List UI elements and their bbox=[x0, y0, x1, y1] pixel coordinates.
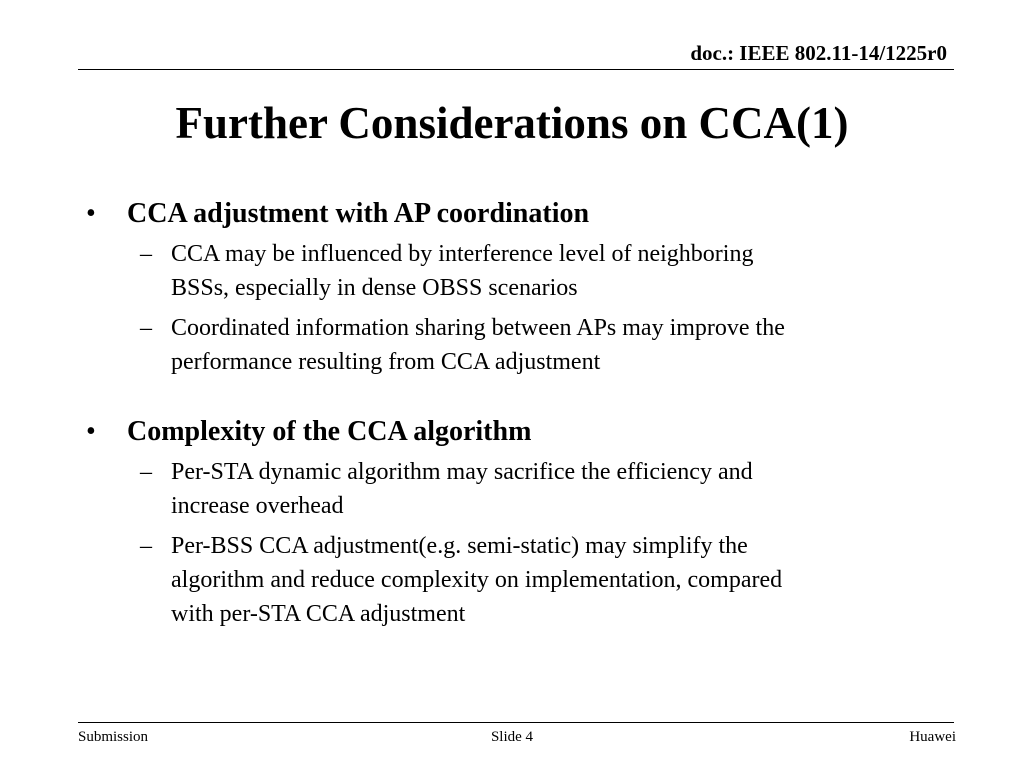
dash-icon: – bbox=[140, 459, 152, 485]
footer-slide-number: Slide 4 bbox=[490, 729, 534, 745]
bullet-section bbox=[86, 412, 936, 631]
sub-bullet bbox=[86, 529, 936, 631]
sub-bullet bbox=[86, 311, 936, 379]
dash-icon: – bbox=[140, 315, 152, 341]
slide-title: Further Considerations on CCA(1) bbox=[175, 98, 849, 148]
footer-organization: Huawei bbox=[909, 729, 956, 745]
bullet-icon: • bbox=[86, 416, 96, 447]
footer-submission: Submission bbox=[78, 729, 149, 745]
sub-bullet-line: algorithm and reduce complexity on implementation, compared bbox=[171, 567, 783, 593]
dash-icon: – bbox=[140, 533, 152, 559]
sub-bullet bbox=[86, 237, 936, 305]
sub-bullet-line: Coordinated information sharing between APs may improve the bbox=[171, 315, 785, 341]
sub-bullet-line: CCA may be influenced by interference level of neighboring bbox=[171, 241, 754, 267]
sub-bullet bbox=[86, 455, 936, 523]
sub-bullet-line: performance resulting from CCA adjustment bbox=[171, 349, 601, 375]
sub-bullet-list bbox=[86, 455, 936, 631]
bullet-heading-text: Complexity of the CCA algorithm bbox=[127, 416, 532, 447]
bullet-heading bbox=[86, 194, 936, 234]
sub-bullet-line: BSSs, especially in dense OBSS scenarios bbox=[171, 275, 578, 301]
bullet-heading-text: CCA adjustment with AP coordination bbox=[127, 198, 590, 229]
dash-icon: – bbox=[140, 241, 152, 267]
sub-bullet-line: Per-BSS CCA adjustment(e.g. semi-static) may simplify the bbox=[171, 533, 748, 559]
slide-body bbox=[86, 194, 936, 664]
bullet-heading bbox=[86, 412, 936, 452]
footer-divider bbox=[78, 722, 954, 723]
bullet-icon: • bbox=[86, 198, 96, 229]
document-id: doc.: IEEE 802.11-14/1225r0 bbox=[690, 41, 947, 65]
header-divider bbox=[78, 69, 954, 70]
sub-bullet-line: increase overhead bbox=[171, 493, 344, 519]
sub-bullet-line: with per-STA CCA adjustment bbox=[171, 601, 466, 627]
bullet-section bbox=[86, 194, 936, 379]
sub-bullet-line: Per-STA dynamic algorithm may sacrifice the efficiency and bbox=[171, 459, 753, 485]
sub-bullet-list bbox=[86, 237, 936, 379]
